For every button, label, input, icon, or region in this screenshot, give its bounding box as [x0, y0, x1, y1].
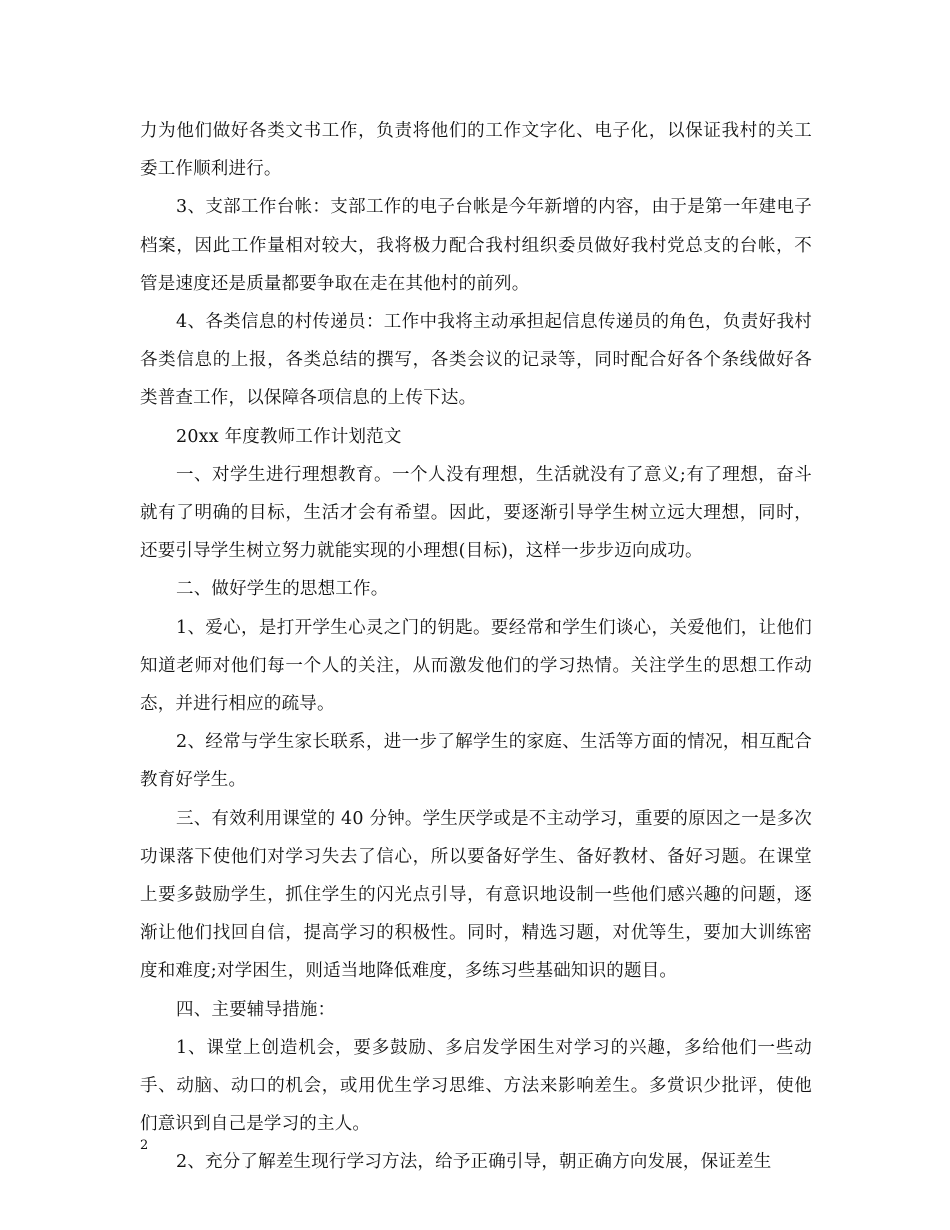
paragraph: 力为他们做好各类文书工作，负责将他们的工作文字化、电子化，以保证我村的关工委工作顺利进行。: [140, 121, 812, 180]
page-number: 2: [140, 1138, 149, 1153]
paragraph: 1、爱心，是打开学生心灵之门的钥匙。要经常和学生们谈心，关爱他们，让他们知道老师对他们每一个人的关注，从而激发他们的学习热情。关注学生的思想工作动态，并进行相应的疏导。: [140, 617, 812, 715]
paragraph: 三、有效利用课堂的 40 分钟。学生厌学或是不主动学习，重要的原因之一是多次功课落下使他们对学习失去了信心，所以要备好学生、备好教材、备好习题。在课堂上要多鼓励学生，抓住学生的闪光点引导，有意识地设制一些他们感兴趣的问题，逐渐让他们找回自信，提高学习的积极性。同时，精选习题，对优等生，要加大训练密度和难度;对学困生，则适当地降低难度，多练习些基础知识的题目。: [140, 808, 812, 982]
section-heading: 20xx 年度教师工作计划范文: [176, 426, 402, 447]
paragraph: 四、主要辅导措施：: [176, 999, 336, 1020]
paragraph: 一、对学生进行理想教育。一个人没有理想，生活就没有了意义;有了理想，奋斗就有了明确的目标，生活才会有希望。因此，要逐渐引导学生树立远大理想，同时，还要引导学生树立努力就能实现的小理想(目标)，这样一步步迈向成功。: [140, 464, 812, 562]
paragraph: 2、经常与学生家长联系，进一步了解学生的家庭、生活等方面的情况，相互配合教育好学生。: [140, 732, 812, 791]
paragraph: 2、充分了解差生现行学习方法，给予正确引导，朝正确方向发展，保证差生: [176, 1152, 772, 1173]
paragraph: 3、支部工作台帐：支部工作的电子台帐是今年新增的内容，由于是第一年建电子档案，因此工作量相对较大，我将极力配合我村组织委员做好我村党总支的台帐，不管是速度还是质量都要争取在走在其他村的前列。: [140, 197, 812, 294]
paragraph: 二、做好学生的思想工作。: [176, 579, 389, 600]
paragraph: 1、课堂上创造机会，要多鼓励、多启发学困生对学习的兴趣，多给他们一些动手、动脑、动口的机会，或用优生学习思维、方法来影响差生。多赏识少批评，使他们意识到自己是学习的主人。: [140, 1037, 812, 1135]
document-body: [140, 112, 812, 1182]
paragraph: 4、各类信息的村传递员：工作中我将主动承担起信息传递员的角色，负责好我村各类信息的上报，各类总结的撰写，各类会议的记录等，同时配合好各个条线做好各类普查工作，以保障各项信息的上传下达。: [140, 312, 812, 409]
